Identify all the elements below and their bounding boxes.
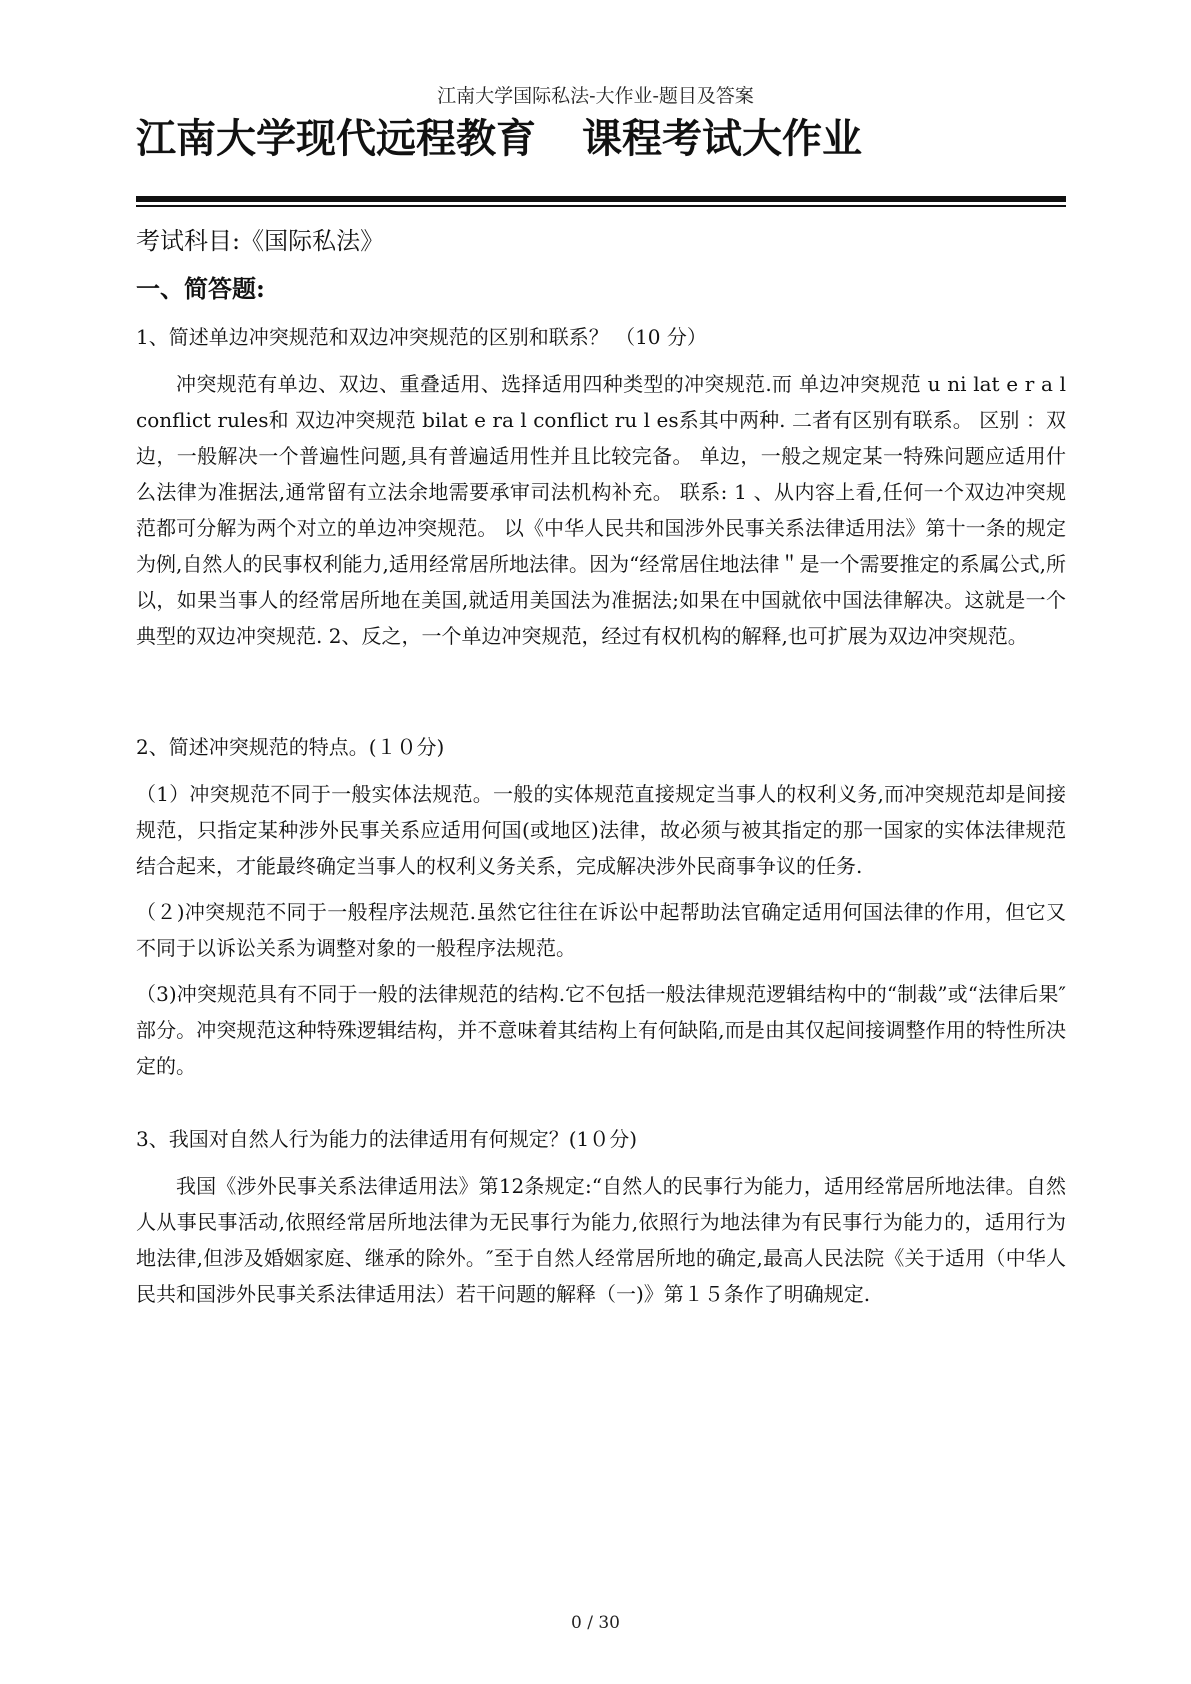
title-rule-thick	[136, 196, 1066, 202]
main-title-right: 课程考试大作业	[582, 116, 862, 162]
question-2-prompt: 2、简述冲突规范的特点。(１０分)	[136, 735, 445, 759]
page-number: 0 / 30	[571, 1613, 620, 1633]
question-1-answer: 冲突规范有单边、双边、重叠适用、选择适用四种类型的冲突规范.而 单边冲突规范 u ni lat e r a l conflict rules和 双边冲突规范 bilat e ra l conflict ru l es系其中两种. 二者有区别有联系。 区别 ：双边，一般解决一个普遍性问题,具有普遍适用性并且比较完备。 单边，一般之规定某一特殊问题应适用什么法律为准据法,通常留有立法余地需要承审司法机构补充。 联系: 1 、从内容上看,任何一个双边冲突规范都可分解为两个对立的单边冲突规范。 以《中华人民共和国涉外民事关系法律适用法》第十一条的规定为例,自然人的民事权利能力,适用经常居所地法律。因为“经常居住地法律＂是一个需要推定的系属公式,所以，如果当事人的经常居所地在美国,就适用美国法为准据法;如果在中国就依中国法律解决。这就是一个典型的双边冲突规范. 2、反之，一个单边冲突规范，经过有权机构的解释,也可扩展为双边冲突规范。	[136, 372, 1066, 648]
question-3-prompt: 3、我国对自然人行为能力的法律适用有何规定？(1０分)	[136, 1127, 638, 1151]
exam-subject: 考试科目:《国际私法》	[136, 227, 385, 255]
running-header: 江南大学国际私法-大作业-题目及答案	[437, 85, 754, 107]
section-heading: 一、简答题:	[136, 274, 265, 303]
question-3-answer: 我国《涉外民事关系法律适用法》第12条规定:“自然人的民事行为能力，适用经常居所地法律。自然人从事民事活动,依照经常居所地法律为无民事行为能力,依照行为地法律为有民事行为能力的，适用行为地法律,但涉及婚姻家庭、继承的除外。″至于自然人经常居所地的确定,最高人民法院《关于适用（中华人民共和国涉外民事关系法律适用法）若干问题的解释（一)》第１５条作了明确规定.	[136, 1174, 1066, 1306]
question-2-answer-2: （２)冲突规范不同于一般程序法规范.虽然它往往在诉讼中起帮助法官确定适用何国法律的作用，但它又不同于以诉讼关系为调整对象的一般程序法规范。	[136, 900, 1066, 960]
title-rule-thin	[136, 205, 1066, 207]
question-1-prompt: 1、简述单边冲突规范和双边冲突规范的区别和联系？ （10 分）	[136, 325, 707, 349]
main-title-left: 江南大学现代远程教育	[136, 116, 536, 162]
document-body	[136, 224, 1066, 1312]
main-title	[136, 112, 1066, 166]
question-2-answer-3: （3)冲突规范具有不同于一般的法律规范的结构.它不包括一般法律规范逻辑结构中的“制裁”或“法律后果″部分。冲突规范这种特殊逻辑结构，并不意味着其结构上有何缺陷,而是由其仅起间接调整作用的特性所决定的。	[136, 982, 1066, 1078]
question-2-answer-1: （1）冲突规范不同于一般实体法规范。一般的实体规范直接规定当事人的权利义务,而冲突规范却是间接规范，只指定某种涉外民事关系应适用何国(或地区)法律，故必须与被其指定的那一国家的实体法律规范结合起来，才能最终确定当事人的权利义务关系，完成解决涉外民商事争议的任务.	[136, 782, 1066, 878]
